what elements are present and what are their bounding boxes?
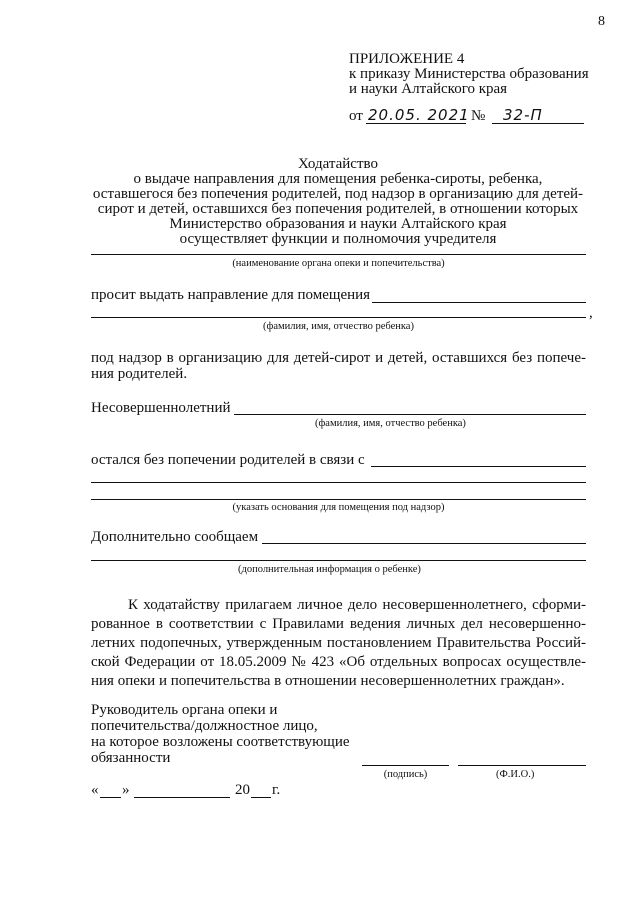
- reason-caption: (указать основания для помещения под надзор): [232, 502, 445, 513]
- minor-caption: (фамилия, имя, отчество ребенка): [315, 418, 466, 429]
- page-number: 8: [598, 14, 605, 29]
- order-number: 32-П: [503, 106, 543, 124]
- date-close-quote: »: [122, 782, 130, 798]
- signature-caption: (подпись): [383, 769, 428, 780]
- attachment-line-4: ской Федерации от 18.05.2009 № 423 «Об отдельных вопросах осуществле-: [91, 654, 586, 670]
- additional-field-1[interactable]: [262, 543, 586, 544]
- child-name-caption: (фамилия, имя, отчество ребенка): [263, 321, 414, 332]
- minor-name-field[interactable]: [234, 414, 586, 415]
- order-date: 20.05. 2021: [368, 106, 470, 124]
- year-suffix: г.: [272, 782, 281, 798]
- signature-field[interactable]: [362, 765, 449, 766]
- minor-label: Несовершеннолетний: [91, 400, 231, 416]
- number-underline: [492, 123, 584, 124]
- month-field[interactable]: [134, 797, 230, 798]
- child-name-field[interactable]: [91, 317, 586, 318]
- guardian-organ-field[interactable]: [91, 254, 586, 255]
- comma: ,: [589, 305, 593, 321]
- date-open-quote: «: [91, 782, 99, 798]
- appendix-title: ПРИЛОЖЕНИЕ 4: [349, 51, 465, 67]
- heading-line-1: о выдаче направления для помещения ребенка-сироты, ребенка,: [133, 171, 543, 187]
- date-underline: [366, 123, 466, 124]
- heading-line-3: сирот и детей, оставшихся без попечения родителей, в отношении которых: [97, 201, 579, 217]
- request-label: просит выдать направление для помещения: [91, 287, 371, 303]
- guardian-organ-caption: (наименование органа опеки и попечительства): [232, 258, 445, 269]
- attachment-line-2: рованное в соответствии с Правилами ведения личных дел несовершенно-: [91, 616, 586, 632]
- year-field[interactable]: [251, 797, 271, 798]
- reason-label: остался без попечении родителей в связи с: [91, 452, 365, 468]
- reason-field-1[interactable]: [371, 466, 586, 467]
- attachment-line-3: летних подопечных, утвержденным постановлением Правительства Россий-: [91, 635, 586, 651]
- placement-field[interactable]: [372, 302, 586, 303]
- fio-caption: (Ф.И.О.): [496, 769, 535, 780]
- number-prefix: №: [471, 108, 486, 124]
- year-prefix: 20: [235, 782, 250, 798]
- appendix-line-2: и науки Алтайского края: [349, 81, 508, 97]
- signer-line-2: попечительства/должностное лицо,: [91, 718, 318, 734]
- additional-label: Дополнительно сообщаем: [91, 529, 259, 545]
- additional-field-2[interactable]: [91, 560, 586, 561]
- attachment-line-5: ния опеки и попечительства в отношении несовершеннолетних граждан».: [91, 673, 565, 689]
- supervision-line-1: под надзор в организацию для детей-сирот и детей, оставшихся без попече-: [91, 350, 586, 366]
- day-field[interactable]: [100, 797, 121, 798]
- heading-line-2: оставшегося без попечения родителей, под надзор в организацию для детей-: [92, 186, 584, 202]
- attachment-line-1: К ходатайству прилагаем личное дело несовершеннолетнего, сформи-: [128, 597, 586, 613]
- heading-line-5: осуществляет функции и полномочия учредителя: [179, 231, 497, 247]
- signer-line-4: обязанности: [91, 750, 171, 766]
- reason-field-3[interactable]: [91, 499, 586, 500]
- fio-field[interactable]: [458, 765, 586, 766]
- supervision-line-2: ния родителей.: [91, 366, 188, 382]
- date-prefix: от: [349, 108, 363, 124]
- heading-line-4: Министерство образования и науки Алтайского края: [169, 216, 507, 232]
- signer-line-3: на которое возложены соответствующие: [91, 734, 350, 750]
- heading-title: Ходатайство: [298, 156, 378, 172]
- appendix-line-1: к приказу Министерства образования: [349, 66, 589, 82]
- additional-caption: (дополнительная информация о ребенке): [238, 564, 421, 575]
- reason-field-2[interactable]: [91, 482, 586, 483]
- signer-line-1: Руководитель органа опеки и: [91, 702, 278, 718]
